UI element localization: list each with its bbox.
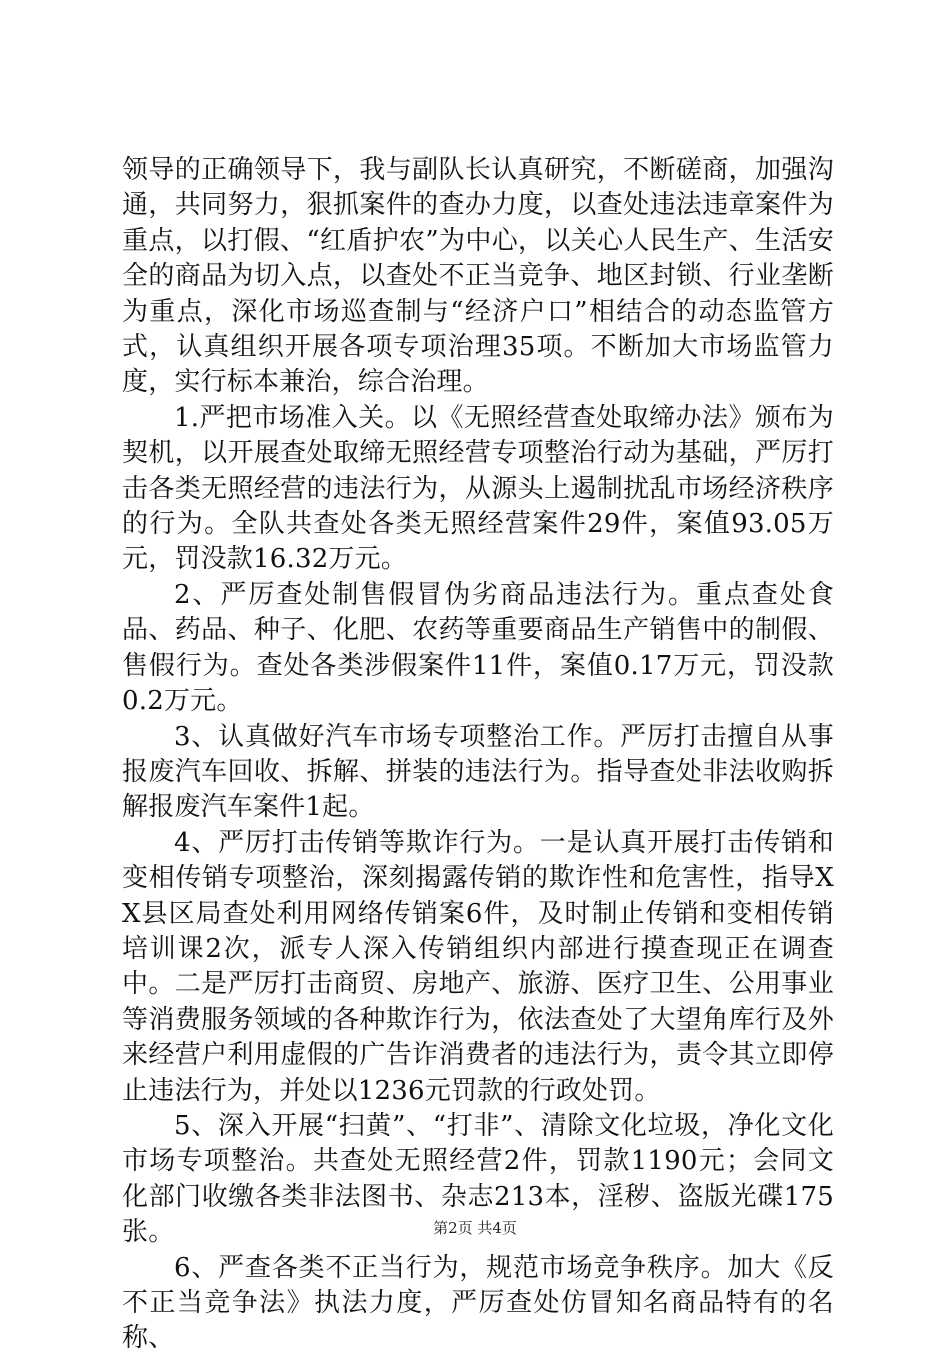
paragraph-item-5: 5、深入开展“扫黄”、“打非”、清除文化垃圾，净化文化市场专项整治。共查处无照经营2件，罚款1190元；会同文化部门收缴各类非法图书、杂志213本，淫秽、盗版光碟175张。 — [122, 1110, 834, 1248]
page-number-footer: 第2页 共4页 — [433, 1219, 517, 1237]
paragraph-intro: 领导的正确领导下，我与副队长认真研究，不断磋商，加强沟通，共同努力，狠抓案件的查办力度，以查处违法违章案件为重点，以打假、“红盾护农”为中心，以关心人民生产、生活安全的商品为切入点，以查处不正当竞争、地区封锁、行业垄断为重点，深化市场巡查制与“经济户口”相结合的动态监管方式，认真组织开展各项专项治理35项。不断加大市场监管力度，实行标本兼治，综合治理。 — [122, 155, 834, 398]
paragraph-item-3: 3、认真做好汽车市场专项整治工作。严厉打击擅自从事报废汽车回收、拆解、拼装的违法行为。指导查处非法收购拆解报废汽车案件1起。 — [122, 721, 834, 823]
document-body — [122, 153, 834, 1357]
paragraph-item-2: 2、严厉查处制售假冒伪劣商品违法行为。重点查处食品、药品、种子、化肥、农药等重要商品生产销售中的制假、售假行为。查处各类涉假案件11件，案值0.17万元，罚没款0.2万元。 — [122, 579, 834, 717]
paragraph-item-6: 6、严查各类不正当行为，规范市场竞争秩序。加大《反不正当竞争法》执法力度，严厉查处仿冒知名商品特有的名称、 — [122, 1252, 834, 1354]
paragraph-item-1: 1.严把市场准入关。以《无照经营查处取缔办法》颁布为契机，以开展查处取缔无照经营专项整治行动为基础，严厉打击各类无照经营的违法行为，从源头上遏制扰乱市场经济秩序的行为。全队共查处各类无照经营案件29件，案值93.05万元，罚没款16.32万元。 — [122, 402, 834, 575]
paragraph-item-4: 4、严厉打击传销等欺诈行为。一是认真开展打击传销和变相传销专项整治，深刻揭露传销的欺诈性和危害性，指导XX县区局查处利用网络传销案6件，及时制止传销和变相传销培训课2次，派专人深入传销组织内部进行摸查现正在调查中。二是严厉打击商贸、房地产、旅游、医疗卫生、公用事业等消费服务领域的各种欺诈行为，依法查处了大望角库行及外来经营户利用虚假的广告诈消费者的违法行为，责令其立即停止违法行为，并处以1236元罚款的行政处罚。 — [122, 827, 834, 1106]
